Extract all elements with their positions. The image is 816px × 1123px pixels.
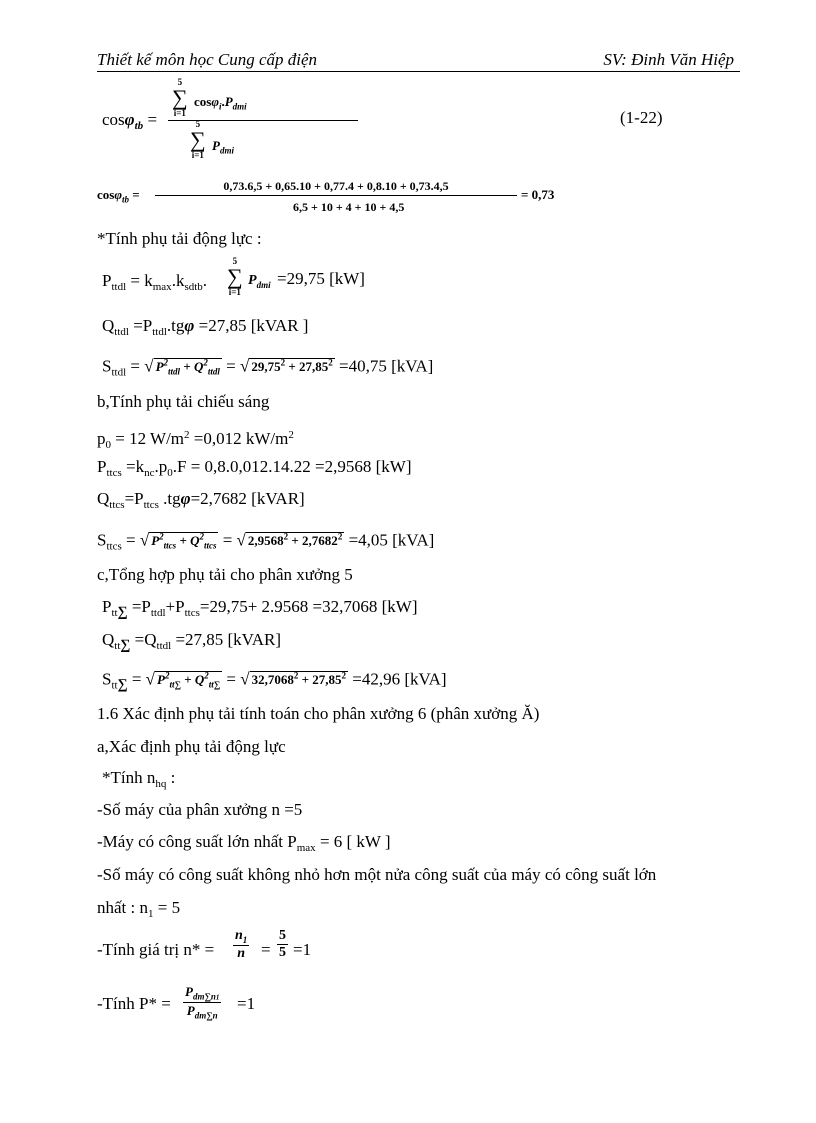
text: =29,75 [kW]: [277, 269, 365, 288]
formula-cos-tb-value: [97, 176, 555, 216]
numerator-term: [194, 92, 247, 117]
text: =27,85 [kVAR]: [171, 630, 282, 649]
denominator: 5: [279, 945, 286, 960]
s-symbol: S: [97, 530, 107, 550]
formula-q-ttdl: [102, 316, 308, 342]
formula-s-ttdl: [102, 353, 433, 382]
text: *Tính n: [102, 768, 156, 787]
formula-p-ttdl: [102, 255, 502, 305]
subscript: ttdl: [150, 607, 166, 619]
numerator: 5: [279, 928, 286, 943]
p-symbol: P: [102, 271, 112, 290]
formula-s-tt-sum: [102, 666, 447, 695]
text: =27,85 [kVAR ]: [194, 316, 309, 335]
p-symbol: P: [212, 138, 220, 153]
i-subscript: i: [218, 101, 222, 112]
sigma-symbol: ∑: [117, 605, 128, 620]
equals-sign: =: [147, 110, 158, 129]
text: =0,012 kW/m: [189, 429, 289, 448]
square: 2: [328, 358, 333, 368]
value: + 27,85: [298, 672, 342, 688]
subscript: 1: [242, 934, 248, 945]
heading-dong-luc: *Tính phụ tải động lực :: [97, 229, 262, 248]
formula-s-ttcs: [97, 527, 434, 556]
phi-symbol: φ: [180, 489, 191, 508]
formula-p-star: [97, 982, 357, 1032]
text: .F = 0,8.0,012.14.22 =2,9568 [kW]: [172, 457, 412, 476]
sigma-symbol: ∑: [190, 127, 206, 152]
subscript: ttcs: [184, 607, 200, 619]
sqrt-sign: √: [144, 356, 154, 376]
subscript: max: [152, 281, 172, 293]
subscript: ttdl: [207, 366, 220, 377]
formula-p0: [97, 425, 294, 455]
p-symbol: P: [97, 457, 107, 476]
radicand-1: [155, 671, 222, 690]
so-may-cong-suat-line1: -Số máy có công suất không nhỏ hơn một nửa công suất của máy có công suất lớn: [97, 865, 657, 884]
heading-a-dong-luc: a,Xác định phụ tải động lực: [97, 737, 286, 756]
sqrt-sign: √: [139, 530, 150, 550]
square: 2: [341, 671, 346, 681]
sigma-symbol: ∑: [117, 677, 128, 693]
superscript: 2: [184, 429, 190, 441]
text: nhất : n: [97, 898, 148, 917]
p-symbol: P: [151, 533, 160, 549]
equals-sign: =: [132, 187, 140, 202]
text: = 12 W/m: [111, 429, 185, 448]
subscript: sdtb: [184, 281, 203, 293]
tinh-nhq: [102, 768, 175, 794]
phi-symbol: φ: [124, 110, 135, 129]
value: 32,7068: [251, 672, 294, 688]
text: =: [222, 669, 241, 689]
text: =4,05 [kVA]: [344, 530, 435, 550]
text: = k: [126, 271, 153, 290]
subscript: tt: [111, 607, 118, 619]
q-symbol: Q: [193, 359, 204, 375]
header-right-author: SV: Đinh Văn Hiệp: [603, 50, 734, 69]
fraction-5-5: [277, 928, 288, 961]
phi-symbol: φ: [114, 187, 122, 202]
p-symbol: p: [97, 429, 106, 448]
sum-sigma-top: [172, 78, 188, 118]
plus: +: [176, 533, 191, 549]
text: =: [218, 530, 237, 550]
cos-term: cos: [194, 94, 212, 109]
p-symbol: P: [102, 597, 112, 616]
subscript: tt: [114, 640, 121, 652]
square: 2: [204, 671, 209, 681]
text: =: [126, 356, 145, 376]
text: .tg: [166, 316, 185, 335]
sigma-symbol: ∑: [227, 264, 243, 289]
text: =40,75 [kVA]: [334, 356, 434, 376]
subscript: 1: [215, 993, 220, 1002]
subscript: 0: [105, 439, 111, 451]
formula-n-star: [97, 928, 357, 972]
sum-lower-limit: i=1: [228, 287, 241, 297]
subscript: 1: [148, 908, 154, 920]
text: :: [166, 768, 176, 787]
p-symbol: P: [157, 672, 165, 688]
q-symbol: Q: [194, 672, 205, 688]
radicand-1: [154, 358, 222, 377]
subscript: ttcs: [163, 540, 177, 551]
formula-cos-tb: [102, 78, 742, 168]
tb-subscript: tb: [121, 194, 129, 205]
page-header: [97, 49, 740, 72]
subscript: ttcs: [203, 540, 217, 551]
text: =: [221, 356, 240, 376]
denominator: 6,5 + 10 + 4 + 10 + 4,5: [293, 200, 405, 214]
sqrt-sign: √: [145, 669, 156, 689]
subscript: ttcs: [143, 499, 159, 511]
text: -Tính giá trị n* =: [97, 940, 215, 959]
subscript: ttdl: [111, 281, 127, 293]
sum-sigma-bottom: [190, 120, 206, 160]
sqrt-sign: √: [240, 669, 250, 689]
s-symbol: S: [102, 669, 112, 689]
q-symbol: Q: [102, 630, 115, 649]
so-may-cong-suat-line2: [97, 898, 180, 924]
so-may-n: -Số máy của phân xưởng n =5: [97, 800, 303, 819]
text: =P: [124, 489, 144, 508]
text: =P: [128, 316, 153, 335]
cos-label: cos: [102, 110, 125, 129]
p-symbol: P: [224, 94, 233, 109]
square: 2: [280, 358, 286, 368]
fraction-bar: [155, 195, 517, 196]
value: 29,75: [251, 359, 281, 375]
dmi-subscript: dmi: [256, 279, 271, 290]
heading-tong-hop: c,Tổng hợp phụ tải cho phân xưởng 5: [97, 565, 353, 584]
subscript: ttdl: [156, 640, 172, 652]
dmi-subscript: dmi: [219, 145, 234, 156]
text: -Tính P* =: [97, 994, 171, 1013]
radicand-2: [246, 532, 344, 548]
sqrt-sign: √: [239, 356, 250, 376]
subscript: ttdl: [114, 326, 129, 338]
formula-p-ttcs: [97, 457, 411, 483]
may-pmax: [97, 832, 391, 858]
text: = 5: [153, 898, 181, 917]
text: =k: [121, 457, 145, 476]
cos-label: cos: [97, 187, 115, 202]
radicand-2: [250, 671, 348, 687]
radicand-2: [249, 358, 334, 374]
square: 2: [203, 358, 208, 368]
section-heading-1-6: 1.6 Xác định phụ tải tính toán cho phân xưởng 6 (phân xưởng Ă): [97, 704, 540, 723]
phi-symbol: φ: [211, 94, 219, 109]
sqrt-sign: √: [236, 530, 246, 550]
subscript: ttdl: [168, 366, 181, 377]
square: 2: [199, 532, 204, 542]
result: = 0,73: [521, 187, 555, 202]
equation-number: (1-22): [620, 108, 663, 127]
square: 2: [164, 671, 170, 681]
dot: .: [221, 94, 225, 109]
text: = 6 [ kW ]: [315, 832, 391, 851]
n-symbol: n: [237, 945, 246, 961]
subscript: hq: [155, 778, 167, 790]
text: .tg: [158, 489, 181, 508]
text: =29,75+ 2.9568 =32,7068 [kW]: [199, 597, 418, 616]
sum-upper-limit: 5: [195, 119, 201, 129]
fraction-n1-n: [233, 928, 249, 962]
text: =1: [293, 940, 312, 959]
text: .k: [171, 271, 185, 290]
radicand-1: [149, 532, 218, 551]
p-symbol: P: [186, 1002, 195, 1018]
fraction-pdm: [183, 984, 221, 1020]
square: 2: [159, 532, 164, 542]
heading-chieu-sang: b,Tính phụ tải chiếu sáng: [97, 392, 270, 411]
value: + 27,85: [285, 359, 329, 375]
subscript: tt: [111, 679, 118, 692]
dmi-subscript: dmi: [232, 101, 247, 112]
text: =: [127, 669, 146, 689]
subscript: ttcs: [106, 467, 122, 479]
subscript: 0: [167, 467, 173, 479]
subscript: ttdl: [111, 366, 127, 379]
p-symbol: P: [248, 273, 257, 288]
sum-lower-limit: i=1: [173, 108, 186, 118]
numerator: 0,73.6,5 + 0,65.10 + 0,77.4 + 0,8.10 + 0,73.4,5: [223, 179, 449, 193]
n-symbol: n: [235, 928, 243, 943]
s-symbol: S: [102, 356, 112, 376]
plus: +: [180, 672, 195, 688]
subscript: dm∑n: [192, 991, 216, 1002]
text: =Q: [130, 630, 157, 649]
value: + 2,7682: [288, 533, 338, 549]
square: 2: [337, 532, 343, 542]
p-symbol: P: [155, 359, 164, 375]
q-symbol: Q: [97, 489, 110, 508]
sum-sigma: [227, 257, 243, 297]
sum-upper-limit: 5: [232, 256, 238, 266]
formula-q-tt-sum: [102, 630, 281, 656]
subscript: dm∑n: [194, 1010, 218, 1021]
subscript: ttdl: [152, 326, 167, 338]
sigma-symbol: ∑: [120, 638, 131, 653]
header-left-title: Thiết kế môn học Cung cấp điện: [97, 50, 318, 69]
subscript: tt∑: [208, 679, 221, 690]
subscript: tt∑: [169, 679, 181, 690]
subscript: max: [296, 842, 316, 854]
text: .p: [154, 457, 168, 476]
tb-subscript: tb: [134, 120, 144, 132]
phi-symbol: φ: [184, 316, 195, 335]
equals-sign: =: [261, 940, 271, 959]
sum-upper-limit: 5: [177, 77, 183, 87]
text: .: [202, 271, 208, 290]
value: 2,9568: [247, 533, 284, 549]
text: =42,96 [kVA]: [347, 669, 447, 689]
text: +P: [165, 597, 185, 616]
text: =P: [127, 597, 151, 616]
q-symbol: Q: [102, 316, 115, 335]
text: =1: [237, 994, 256, 1013]
p-symbol: P: [185, 984, 193, 999]
square: 2: [283, 532, 289, 542]
subscript: ttcs: [106, 540, 122, 553]
superscript: 2: [288, 429, 294, 441]
text: =: [121, 530, 140, 550]
q-symbol: Q: [190, 533, 200, 549]
subscript: ttcs: [109, 499, 125, 511]
text: =2,7682 [kVAR]: [190, 489, 305, 508]
text: -Máy có công suất lớn nhất P: [97, 832, 297, 851]
sigma-symbol: ∑: [172, 85, 188, 110]
subscript: nc: [144, 467, 155, 479]
square: 2: [293, 671, 299, 681]
plus: +: [180, 359, 194, 375]
square: 2: [163, 358, 169, 368]
formula-q-ttcs: [97, 489, 305, 515]
sum-lower-limit: i=1: [191, 150, 204, 160]
denominator-term: [212, 136, 234, 161]
formula-p-tt-sum: [102, 597, 418, 623]
